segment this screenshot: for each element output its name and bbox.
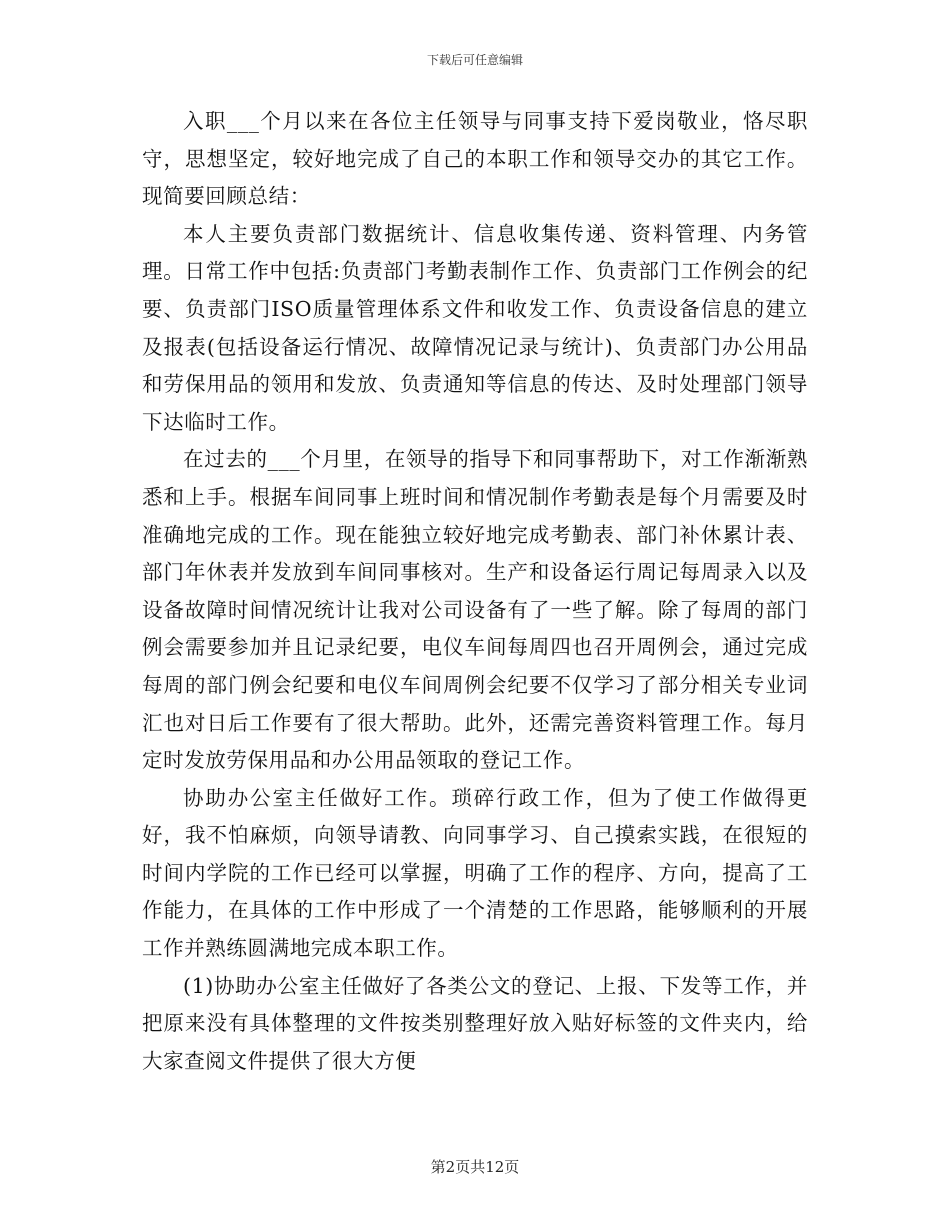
page-footer: 第2页共12页 bbox=[430, 1158, 520, 1176]
page-header: 下载后可任意编辑 bbox=[426, 53, 523, 67]
paragraph-past-months: 在过去的___个月里，在领导的指导下和同事帮助下，对工作渐渐熟悉和上手。根据车间同事上班时间和情况制作考勤表是每个月需要及时准确地完成的工作。现在能独立较好地完成考勤表、部门补休累计表、部门年休表并发放到车间同事核对。生产和设备运行周记每周录入以及设备故障时间情况统计让我对公司设备有了一些了解。除了每周的部门例会需要参加并且记录纪要，电仪车间每周四也召开周例会，通过完成每周的部门例会纪要和电仪车间周例会纪要不仅学习了部分相关专业词汇也对日后工作要有了很大帮助。此外，还需完善资料管理工作。每月定时发放劳保用品和办公用品领取的登记工作。 bbox=[142, 447, 808, 773]
paragraph-responsibilities: 本人主要负责部门数据统计、信息收集传递、资料管理、内务管理。日常工作中包括:负责部门考勤表制作工作、负责部门工作例会的纪要、负责部门ISO质量管理体系文件和收发工作、负责设备信息的建立及报表(包括设备运行情况、故障情况记录与统计)、负责部门办公用品和劳保用品的领用和发放、负责通知等信息的传达、及时处理部门领导下达临时工作。 bbox=[142, 221, 808, 434]
paragraph-assist-office: 协助办公室主任做好工作。琐碎行政工作，但为了使工作做得更好，我不怕麻烦，向领导请教、向同事学习、自己摸索实践，在很短的时间内学院的工作已经可以掌握，明确了工作的程序、方向，提高了工作能力，在具体的工作中形成了一个清楚的工作思路，能够顺利的开展工作并熟练圆满地完成本职工作。 bbox=[142, 785, 808, 961]
paragraph-item-1: (1)协助办公室主任做好了各类公文的登记、上报、下发等工作，并把原来没有具体整理的文件按类别整理好放入贴好标签的文件夹内，给大家查阅文件提供了很大方便 bbox=[142, 973, 808, 1073]
document-body bbox=[142, 103, 808, 1080]
paragraph-intro: 入职___个月以来在各位主任领导与同事支持下爱岗敬业，恪尽职守，思想坚定，较好地完成了自己的本职工作和领导交办的其它工作。现简要回顾总结： bbox=[142, 109, 808, 209]
